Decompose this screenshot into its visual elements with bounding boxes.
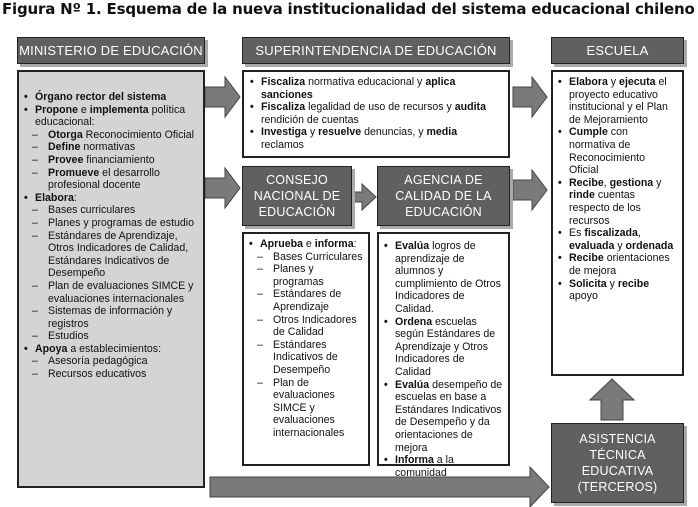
ministerio-header bbox=[17, 37, 205, 64]
list-item: • Cumple con normativa de Reconocimiento Oficial bbox=[558, 126, 677, 176]
consejo-header bbox=[242, 166, 352, 226]
list-item: • Ordena escuelas según Estándares de Aprendizaje y Otros Indicadores de Calidad bbox=[384, 316, 503, 379]
list-item: • Investiga y resuelve denuncias, y media reclamos bbox=[250, 126, 502, 151]
list-item: • Fiscaliza legalidad de uso de recursos y audita rendición de cuentas bbox=[250, 101, 502, 126]
list-item: – Planes y programas bbox=[249, 263, 363, 288]
list-item: – Define normativas bbox=[24, 141, 198, 154]
arrow-superintendencia-escuela bbox=[513, 77, 547, 117]
list-item: • Elabora: – Bases curriculares – Planes y programas de estudio – Estándares de Aprendizaje, Otros Indicadores de Calidad, Estándares Indicativos de Desempeño – Plan de evaluaciones SIMCE y evaluaciones internacionales – Sistemas de información y registros – Estudios bbox=[24, 192, 198, 343]
list-item: • Recibe orientaciones de mejora bbox=[558, 252, 677, 277]
list-item: • Evalúa logros de aprendizaje de alumnos y cumplimiento de Otros Indicadores de Calidad. bbox=[384, 240, 503, 316]
agencia-box bbox=[377, 232, 510, 479]
agencia-header bbox=[377, 166, 510, 226]
consejo-header-label: CONSEJO NACIONAL DE EDUCACIÓN bbox=[253, 173, 341, 219]
superintendencia-list bbox=[250, 76, 502, 152]
list-item: – Estándares de Aprendizaje bbox=[249, 288, 363, 313]
ministerio-list bbox=[24, 91, 198, 381]
list-item: – Estudios bbox=[24, 330, 198, 343]
list-item: • Propone e implementa política educacional: – Otorga Reconocimiento Oficial – Define normativas – Provee financiamiento – Promueve el desarrollo profesional docente bbox=[24, 104, 198, 192]
asistencia-header-label: ASISTENCIA TÉCNICA EDUCATIVA (TERCEROS) bbox=[577, 432, 658, 494]
list-item: – Estándares de Aprendizaje, Otros Indicadores de Calidad, Estándares Indicativos de Desempeño bbox=[24, 230, 198, 280]
list-item: • Solicita y recibe apoyo bbox=[558, 278, 677, 303]
arrow-consejo-agencia bbox=[352, 184, 376, 210]
list-item: • Elabora y ejecuta el proyecto educativo institucional y el Plan de Mejoramiento bbox=[558, 76, 677, 126]
list-item: – Otorga Reconocimiento Oficial bbox=[24, 129, 198, 142]
list-item: – Bases curriculares bbox=[24, 204, 198, 217]
list-item: – Otros Indicadores de Calidad bbox=[249, 314, 363, 339]
list-item: – Planes y programas de estudio bbox=[24, 217, 198, 230]
consejo-box bbox=[242, 232, 370, 466]
arrow-asistencia-escuela bbox=[590, 379, 634, 420]
consejo-list bbox=[249, 238, 363, 440]
ministerio-header-label: MINISTERIO DE EDUCACIÓN bbox=[19, 43, 203, 58]
list-item: – Asesoría pedagógica bbox=[24, 355, 198, 368]
escuela-header bbox=[551, 37, 684, 64]
list-item: • Informa a la comunidad bbox=[384, 454, 503, 479]
arrow-ministerio-consejo bbox=[205, 168, 240, 208]
superintendencia-header-label: SUPERINTENDENCIA DE EDUCACIÓN bbox=[255, 43, 497, 58]
list-item: – Estándares Indicativos de Desempeño bbox=[249, 339, 363, 377]
list-item: • Es fiscalizada, evaluada y ordenada bbox=[558, 227, 677, 252]
asistencia-header bbox=[551, 423, 684, 503]
list-item: – Plan de evaluaciones SIMCE y evaluaciones internacionales bbox=[249, 377, 363, 440]
escuela-box bbox=[551, 70, 684, 376]
list-item: – Provee financiamiento bbox=[24, 154, 198, 167]
list-item: • Aprueba e informa: – Bases Curriculares – Planes y programas – Estándares de Aprendizaje – Otros Indicadores de Calidad – Estándares Indicativos de Desempeño – Plan de evaluaciones SIMCE y evaluaciones internacionales bbox=[249, 238, 363, 440]
arrow-ministerio-superintendencia bbox=[205, 77, 240, 117]
list-item: • Recibe, gestiona y rinde cuentas respecto de los recursos bbox=[558, 177, 677, 227]
escuela-list bbox=[558, 76, 677, 303]
list-item: – Plan de evaluaciones SIMCE y evaluaciones internacionales bbox=[24, 280, 198, 305]
list-item: – Bases Curriculares bbox=[249, 251, 363, 264]
list-item: • Fiscaliza normativa educacional y aplica sanciones bbox=[250, 76, 502, 101]
agencia-header-label: AGENCIA DE CALIDAD DE LA EDUCACIÓN bbox=[395, 173, 492, 219]
superintendencia-box bbox=[242, 70, 510, 158]
list-item: • Evalúa desempeño de escuelas en base a Estándares Indicativos de Desempeño y da orientaciones de mejora bbox=[384, 379, 503, 455]
superintendencia-header bbox=[242, 37, 510, 64]
list-item: – Promueve el desarrollo profesional docente bbox=[24, 167, 198, 192]
list-item: – Recursos educativos bbox=[24, 368, 198, 381]
agencia-list bbox=[384, 240, 503, 479]
figure-title: Figura Nº 1. Esquema de la nueva institucionalidad del sistema educacional chileno bbox=[2, 0, 695, 18]
arrow-agencia-escuela bbox=[513, 170, 547, 210]
list-item: • Órgano rector del sistema bbox=[24, 91, 198, 104]
list-item: – Sistemas de información y registros bbox=[24, 305, 198, 330]
escuela-header-label: ESCUELA bbox=[586, 43, 649, 58]
ministerio-box bbox=[17, 70, 205, 488]
list-item: • Apoya a establecimientos: – Asesoría pedagógica – Recursos educativos bbox=[24, 343, 198, 381]
